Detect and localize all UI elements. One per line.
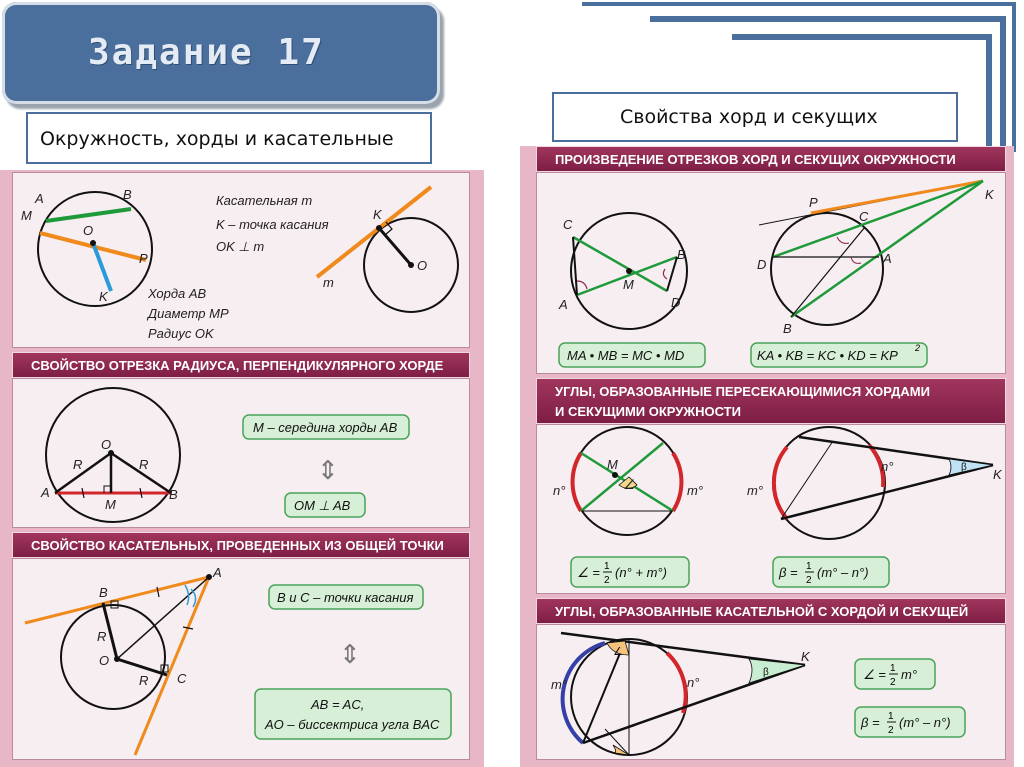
label-m: M [21,208,32,223]
arc-m-right [673,453,681,511]
label-k: K [99,289,108,304]
left-section2-header [12,352,470,378]
sum-formula-lhs: ∠ = [577,565,600,580]
label-m2: m [323,275,334,290]
sum-formula-rhs: (n° + m°) [615,565,667,580]
center-o2-dot [408,262,414,268]
point-a-dot [206,574,212,580]
secant-fraction-num: 1 [888,711,894,722]
chord-fraction-den: 2 [890,677,896,688]
deco-line-1 [582,2,1014,6]
right-section2-header [536,378,1006,424]
angle-mark-a2 [851,257,861,263]
label-k8: K [993,467,1002,482]
chord-ab [46,209,131,221]
right-section3-header [536,598,1006,624]
secant-angle-lhs: β = [861,715,880,730]
label-b4: B [99,585,108,600]
label-r2: R [139,457,149,472]
label-alpha9: ∠ [613,646,623,658]
circle-4 [61,605,165,709]
tangent-ab [25,577,209,623]
chords-formula: MA • MB = MC • MD [567,348,685,363]
label-b6: B [783,321,792,336]
secants-formula-power: 2 [915,343,921,353]
center-o4-dot [114,656,120,662]
right-topic-label: Свойства хорд и секущих [620,106,878,128]
diff-formula-rhs: (m° – n°) [817,565,869,580]
left-topic-label: Окружность, хорды и касательные [40,128,394,150]
label-a5: A [559,297,568,312]
right-panel-section1 [536,172,1006,374]
label-a3: A [41,485,50,500]
left-panel-section3 [12,558,470,760]
diff-fraction-num: 1 [806,561,812,572]
circle-6 [771,213,883,325]
sum-fraction-num: 1 [604,561,610,572]
label-o3: O [101,437,112,452]
def-diameter: Диаметр MP [148,306,229,321]
label-m7-arc: m° [687,483,704,498]
equivalence-arrow-2: ⇕ [339,639,361,669]
arc-n-left [573,453,581,511]
deco-line-3 [650,16,1002,22]
label-beta8: β [961,462,967,473]
chord-angle-lhs: ∠ = [863,667,886,682]
deco-line-2 [1012,2,1016,152]
label-m5: M [623,277,634,292]
center-o-dot [90,240,96,246]
right-section1-header-text: ПРОИЗВЕДЕНИЕ ОТРЕЗКОВ ХОРД И СЕКУЩИХ ОКРУЖНОСТИ [555,152,956,167]
left-panel-definitions [12,172,470,348]
statement-text: M – середина хорды AB [253,420,398,435]
right-topic-box [552,92,958,142]
label-r1: R [73,457,83,472]
right-section3-header-text: УГЛЫ, ОБРАЗОВАННЫЕ КАСАТЕЛЬНОЙ С ХОРДОЙ И СЕКУЩЕЙ [555,604,969,619]
right-section2-header-line2: И СЕКУЩИМИ ОКРУЖНОСТИ [555,404,741,419]
left-topic-box [26,112,432,164]
deco-line-5 [732,34,990,40]
def-chord: Хорда AB [148,286,207,301]
intersecting-angles-diagram [537,425,1007,595]
radius-chord-diagram [13,379,471,529]
equivalence-arrow: ⇕ [317,455,339,485]
result-line2: AO – биссектриса угла BAC [265,717,440,732]
label-n7: n° [553,483,566,498]
label-o2: O [417,258,428,273]
label-m7: M [607,457,618,472]
sum-fraction-den: 2 [604,575,610,586]
label-d5: D [671,295,681,310]
definitions-diagram [13,173,471,349]
tangent-point-dot [376,225,382,231]
chord-cb [573,237,667,291]
label-c5: C [563,217,573,232]
def-tangent-point: K – точка касания [216,217,329,232]
condition-text: OM ⊥ AB [294,498,351,513]
arc-m-8 [774,447,787,519]
chord-7b [581,443,663,511]
radius-ok-2 [379,228,411,265]
left-section3-header-text: СВОЙСТВО КАСАТЕЛЬНЫХ, ПРОВЕДЕННЫХ ИЗ ОБЩЕЙ ТОЧКИ [31,538,444,553]
left-section2-header-text: СВОЙСТВО ОТРЕЗКА РАДИУСА, ПЕРПЕНДИКУЛЯРНОГО ХОРДЕ [31,358,444,373]
label-c4: C [177,671,187,686]
label-k6: K [985,187,994,202]
def-perpendicular: OK ⊥ m [216,239,265,254]
tangency-text: B и C – точки касания [277,590,414,605]
result-line1: AB = AC, [311,697,365,712]
arc-m-9 [563,643,605,743]
angle-arc-1 [185,585,189,605]
deco-line-6 [986,34,992,152]
label-n9: n° [687,675,700,690]
label-k2: K [373,207,382,222]
label-o: O [83,223,94,238]
tangents-diagram [13,559,471,761]
label-r4a: R [97,629,107,644]
label-n8: n° [881,459,894,474]
label-m8: m° [747,483,764,498]
label-d6: D [757,257,767,272]
task-title-banner [2,2,440,104]
angle-mark-c [837,237,849,243]
def-radius: Радиус OK [148,326,214,341]
tangent-kp [811,181,983,213]
secants-formula: KA • KB = KC • KD = KP [757,348,898,363]
radius-oa [55,453,111,493]
diff-fraction-den: 2 [806,575,812,586]
secant-angle-rhs: (m° – n°) [899,715,951,730]
left-section3-header [12,532,470,558]
label-m9: m° [551,677,568,692]
label-alpha7: ∠ [623,477,635,492]
left-panel-section2 [12,378,470,528]
tangent-ac [135,577,209,755]
label-beta9: β [763,667,769,678]
label-b5: B [677,247,686,262]
circle-8 [773,427,885,539]
label-r4b: R [139,673,149,688]
right-section1-header [536,146,1006,172]
secant-fraction-den: 2 [888,725,894,736]
beta-angle-9 [749,659,805,683]
label-o4: O [99,653,110,668]
label-p: P [139,251,148,266]
label-p6: P [809,195,818,210]
label-b: B [123,187,132,202]
chords-secants-diagram [537,173,1007,375]
label-c6: C [859,209,869,224]
tangent-chord-diagram [537,625,1007,761]
chord-fraction-num: 1 [890,663,896,674]
label-k9: K [801,649,810,664]
chord-angle-rhs: m° [901,667,918,682]
angle-mark-a [577,281,587,289]
arc-n-9 [667,653,686,713]
point-m-dot [626,268,632,274]
label-b3: B [169,487,178,502]
right-section2-header-line1: УГЛЫ, ОБРАЗОВАННЫЕ ПЕРЕСЕКАЮЩИМИСЯ ХОРДАМИ [555,384,930,399]
right-panel-section2 [536,424,1006,594]
label-a4: A [213,565,222,580]
tangent-m [317,187,431,277]
secant-kb [791,181,983,317]
label-a6: A [883,251,892,266]
angle-mark-b [663,269,667,279]
point-m7-dot [612,472,618,478]
diff-formula-lhs: β = [779,565,798,580]
segment-bd [667,257,677,291]
right-panel-section3 [536,624,1006,760]
deco-line-4 [1000,16,1006,152]
label-m3: M [105,497,116,512]
def-tangent: Касательная m [216,193,313,208]
label-a: A [35,191,44,206]
task-title: Задание 17 [88,32,325,73]
